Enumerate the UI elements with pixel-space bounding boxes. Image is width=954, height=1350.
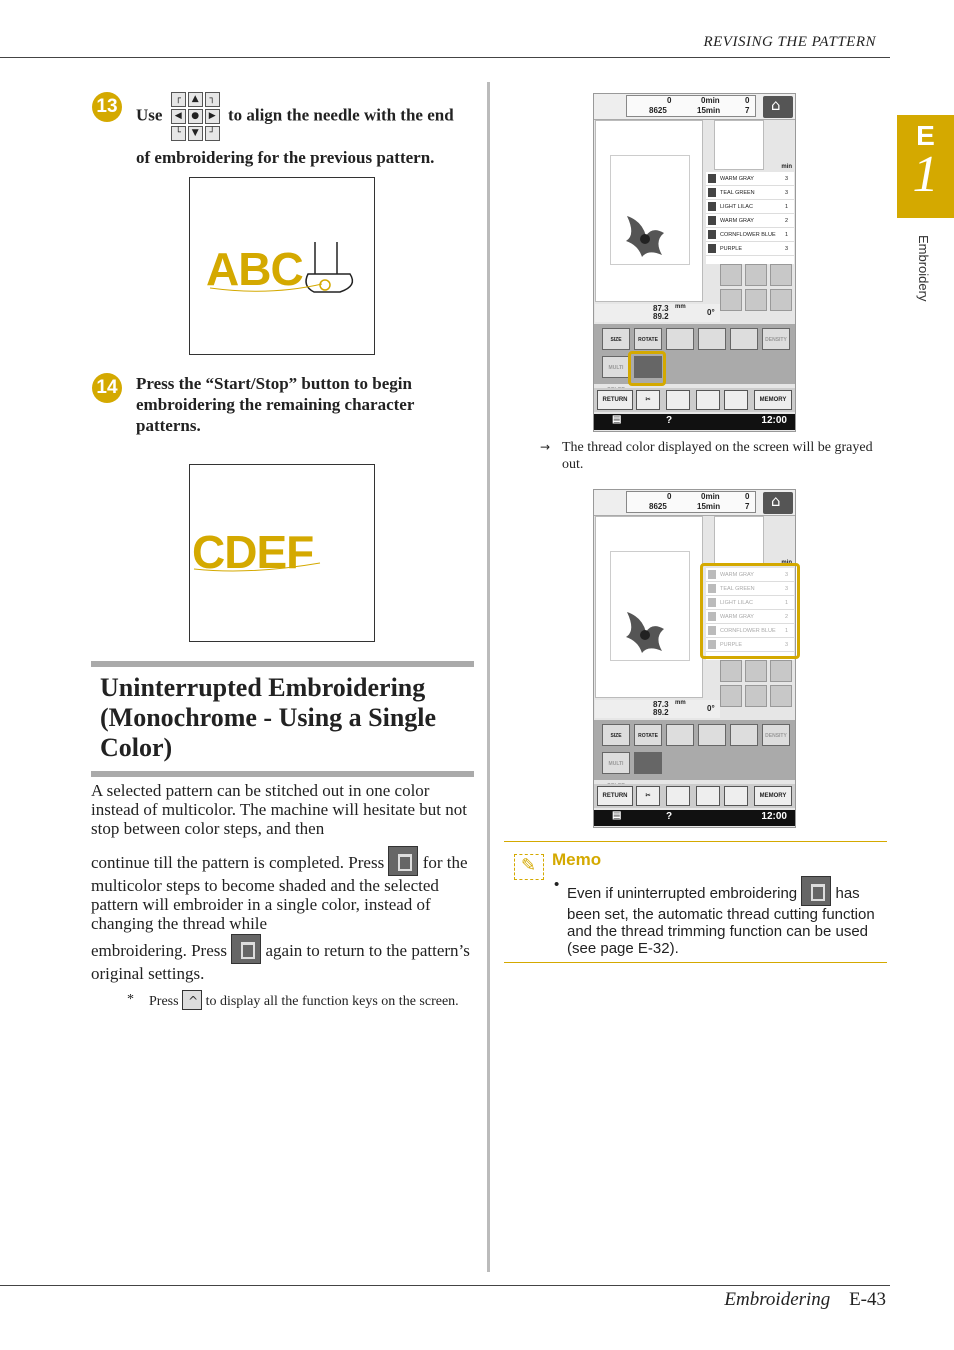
figure-cdef: [189, 464, 375, 642]
body-para-2: [91, 846, 476, 933]
footnote-a: Press: [149, 994, 179, 1009]
figure-abc-text: ABC: [206, 243, 303, 295]
pattern-preview: [595, 120, 703, 302]
body-para-3a: embroidering. Press: [91, 941, 227, 960]
color-row: LIGHT LILAC 1: [706, 200, 794, 214]
memory-key[interactable]: MEMORY: [754, 390, 792, 410]
color-row: WARM GRAY 3: [706, 172, 794, 186]
stitch-count: 8625: [649, 106, 667, 115]
return-key[interactable]: RETURN: [597, 786, 633, 806]
mirror-key[interactable]: [666, 724, 694, 746]
home-icon[interactable]: [763, 96, 793, 118]
needle-foot-icon: [190, 178, 375, 355]
return-key[interactable]: RETURN: [597, 390, 633, 410]
trial-key[interactable]: [724, 786, 748, 806]
step-13-text-before: Use: [136, 105, 163, 125]
pattern-thumbnail: [714, 120, 764, 170]
body-para-2a: continue till the pattern is completed. Press: [91, 853, 385, 872]
screen-caption: [540, 439, 880, 473]
page-number: E-43: [849, 1289, 886, 1310]
step-14-text: Press the “Start/Stop” button to begin embroidering the remaining character patterns.: [136, 374, 415, 435]
stitch-key[interactable]: [666, 786, 690, 806]
figure-cdef-text: CDEF: [192, 526, 314, 578]
chapter-tab: [897, 115, 954, 218]
step-13-text-after: to align the needle with the end: [227, 105, 454, 125]
column-divider: [487, 82, 490, 1272]
step-14: [92, 373, 477, 436]
thread-color-list: [706, 164, 794, 264]
clock: 12:00: [761, 415, 787, 426]
memo-text-a: Even if uninterrupted embroidering: [567, 885, 798, 902]
mirror-key[interactable]: [666, 328, 694, 350]
uninterrupted-key[interactable]: [634, 752, 662, 774]
stitch-key[interactable]: [666, 390, 690, 410]
trim-key[interactable]: ✂: [636, 390, 660, 410]
trial-key[interactable]: [724, 390, 748, 410]
color-row: CORNFLOWER BLUE 1: [706, 228, 794, 242]
header-rule: [0, 57, 890, 58]
lcd-screen-2: [593, 489, 796, 828]
footnote-star: *: [127, 992, 134, 1007]
home-icon[interactable]: [763, 492, 793, 514]
thread-key[interactable]: [698, 328, 726, 350]
pattern-preview: [595, 516, 703, 698]
function-keys: [594, 324, 795, 384]
size-width: 87.3: [653, 304, 669, 313]
multi-color-key[interactable]: MULTI: [602, 752, 630, 774]
highlight-uninterrupted: [628, 351, 666, 386]
memo-title: Memo: [552, 850, 602, 869]
size-width: 87.3: [653, 700, 669, 709]
color-current: 0: [745, 492, 750, 501]
header-title: REVISING THE PATTERN: [703, 34, 876, 50]
caption-arrow: →: [540, 440, 551, 454]
density-key[interactable]: DENSITY: [762, 328, 790, 350]
function-keys: [594, 720, 795, 780]
size-info: [595, 700, 720, 718]
stitch-current: 0: [667, 96, 672, 105]
density-key[interactable]: DENSITY: [762, 724, 790, 746]
step-13: [92, 92, 477, 175]
footnote-b: to display all the function keys on the screen.: [205, 994, 459, 1009]
color-row: TEAL GREEN 3: [706, 582, 794, 596]
size-height: 89.2: [653, 708, 669, 717]
time-total: 15min: [697, 502, 721, 511]
pattern-thumbnail: [714, 516, 764, 566]
caption-text: The thread color displayed on the screen will be grayed out.: [562, 440, 873, 472]
memo-body: [554, 876, 880, 957]
memory-key[interactable]: MEMORY: [754, 786, 792, 806]
memo-box: [504, 841, 887, 963]
footer-section: Embroidering: [724, 1289, 831, 1310]
lcd-screen-1: [593, 93, 796, 432]
uninterrupted-key-icon: [231, 934, 261, 964]
time-elapsed: 0min: [701, 96, 720, 105]
bottom-keys: [594, 784, 795, 808]
angle: 0°: [707, 704, 715, 713]
body-para-3b: again to return to the pattern’s original settings.: [91, 941, 470, 983]
time-elapsed: 0min: [701, 492, 720, 501]
color-row: LIGHT LILAC 1: [706, 596, 794, 610]
size-height: 89.2: [653, 312, 669, 321]
min-label: min: [781, 560, 792, 566]
screen-top-bar: [594, 94, 795, 120]
step-13-text-line2: of embroidering for the previous pattern.: [136, 148, 435, 167]
step-number-14: 14: [92, 373, 122, 403]
expand-keys-icon: [182, 990, 202, 1010]
clock: 12:00: [761, 811, 787, 822]
size-unit: mm: [675, 700, 686, 706]
step-number-13: 13: [92, 92, 122, 122]
footer-rule: [0, 1285, 890, 1286]
chapter-number: 1: [912, 146, 939, 203]
stitch-info: [626, 491, 756, 513]
thread-line: [190, 465, 375, 642]
help-icon[interactable]: ?: [666, 415, 673, 426]
screen-top-bar: [594, 490, 795, 516]
flower-pattern-icon: [622, 211, 668, 261]
color-total: 7: [745, 502, 750, 511]
menu-icon[interactable]: ▤: [612, 414, 622, 425]
bottom-keys: [594, 388, 795, 412]
body-para-3: [91, 934, 476, 983]
size-key[interactable]: SIZE: [602, 724, 630, 746]
body-para-1: A selected pattern can be stitched out in one color instead of multicolor. The machine will hesitate but not stop between color steps, and then: [91, 781, 467, 838]
memo-text-b: has been set, the automatic thread cutting function and the thread trimming function can be used (see page E-32).: [567, 885, 875, 957]
color-total: 7: [745, 106, 750, 115]
page-footer: [724, 1289, 886, 1311]
body-para-2b: for the multicolor steps to become shaded and the selected pattern will embroider in a single color, instead of changing the thread while: [91, 853, 468, 933]
uninterrupted-key-icon: [388, 846, 418, 876]
size-unit: mm: [675, 304, 686, 310]
color-row: PURPLE 3: [706, 638, 794, 652]
highlight-color-list: [700, 563, 800, 659]
stitch-info: [626, 95, 756, 117]
uninterrupted-key-icon: [801, 876, 831, 906]
size-info: [595, 304, 720, 322]
side-label: Embroidery: [916, 235, 931, 302]
time-total: 15min: [697, 106, 721, 115]
color-row: CORNFLOWER BLUE 1: [706, 624, 794, 638]
angle: 0°: [707, 308, 715, 317]
multi-color-key[interactable]: MULTI: [602, 356, 630, 378]
footnote: [127, 990, 467, 1011]
position-arrow-keys[interactable]: [720, 660, 792, 718]
min-label: min: [781, 164, 792, 170]
frame-key[interactable]: [730, 328, 758, 350]
position-arrow-keys[interactable]: [720, 264, 792, 322]
memo-bullet: •: [554, 876, 560, 893]
section-title: Uninterrupted Embroidering (Monochrome - Using a Single Color): [91, 661, 474, 777]
trim-key[interactable]: ✂: [636, 786, 660, 806]
rotate-key[interactable]: ROTATE: [634, 328, 662, 350]
chapter-letter: E: [916, 120, 935, 151]
status-bar: [594, 414, 795, 430]
size-key[interactable]: SIZE: [602, 328, 630, 350]
color-current: 0: [745, 96, 750, 105]
basting-key[interactable]: [696, 390, 720, 410]
color-row: WARM GRAY 2: [706, 610, 794, 624]
color-row: TEAL GREEN 3: [706, 186, 794, 200]
color-row: WARM GRAY 3: [706, 568, 794, 582]
stitch-count: 8625: [649, 502, 667, 511]
figure-abc: [189, 177, 375, 355]
status-bar: [594, 810, 795, 826]
flower-pattern-icon: [622, 607, 668, 657]
basting-key[interactable]: [696, 786, 720, 806]
color-row: PURPLE 3: [706, 242, 794, 256]
menu-icon[interactable]: ▤: [612, 810, 622, 821]
memo-icon: [514, 854, 544, 880]
frame-key[interactable]: [730, 724, 758, 746]
stitch-current: 0: [667, 492, 672, 501]
rotate-key[interactable]: ROTATE: [634, 724, 662, 746]
thread-key[interactable]: [698, 724, 726, 746]
help-icon[interactable]: ?: [666, 811, 673, 822]
color-row: WARM GRAY 2: [706, 214, 794, 228]
step-13-text: [136, 92, 477, 175]
arrow-keys-icon: ┌ ▲ ┐ ◀ ● ▶ └ ▼ ┘: [171, 92, 220, 141]
